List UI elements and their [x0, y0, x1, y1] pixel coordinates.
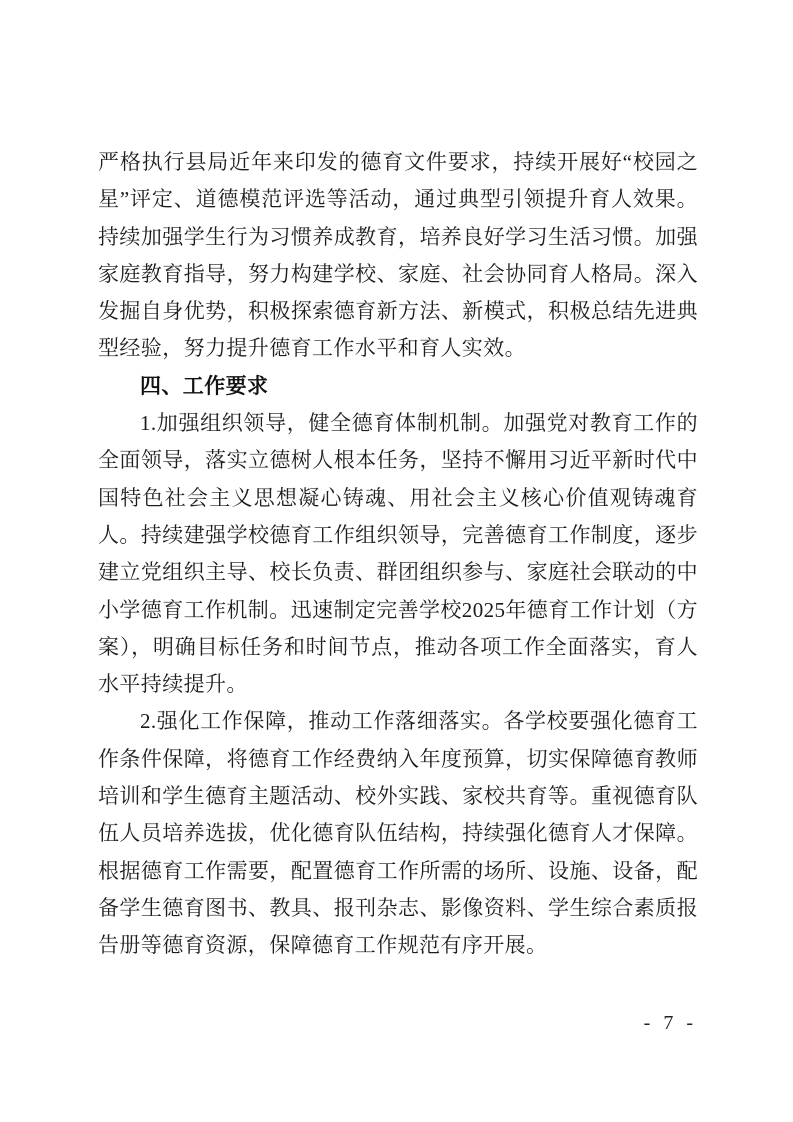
page-content	[98, 144, 698, 965]
body-paragraph-continuation: 严格执行县局近年来印发的德育文件要求，持续开展好“校园之星”评定、道德模范评选等活动，通过典型引领提升育人效果。持续加强学生行为习惯养成教育，培养良好学习生活习惯。加强家庭教育指导，努力构建学校、家庭、社会协同育人格局。深入发掘自身优势，积极探索德育新方法、新模式，积极总结先进典型经验，努力提升德育工作水平和育人实效。	[98, 150, 698, 361]
section-heading-work-requirements: 四、工作要求	[140, 374, 269, 398]
body-paragraph-item-1: 1.加强组织领导，健全德育体制机制。加强党对教育工作的全面领导，落实立德树人根本任务，坚持不懈用习近平新时代中国特色社会主义思想凝心铸魂、用社会主义核心价值观铸魂育人。持续建强学校德育工作组织领导，完善德育工作制度，逐步建立党组织主导、校长负责、群团组织参与、家庭社会联动的中小学德育工作机制。迅速制定完善学校2025年德育工作计划（方案），明确目标任务和时间节点，推动各项工作全面落实，育人水平持续提升。	[98, 411, 698, 697]
page-number: - 7 -	[643, 1012, 697, 1034]
body-paragraph-item-2: 2.强化工作保障，推动工作落细落实。各学校要强化德育工作条件保障，将德育工作经费纳入年度预算，切实保障德育教师培训和学生德育主题活动、校外实践、家校共育等。重视德育队伍人员培养选拔，优化德育队伍结构，持续强化德育人才保障。根据德育工作需要，配置德育工作所需的场所、设施、设备，配备学生德育图书、教具、报刊杂志、影像资料、学生综合素质报告册等德育资源，保障德育工作规范有序开展。	[98, 709, 698, 958]
